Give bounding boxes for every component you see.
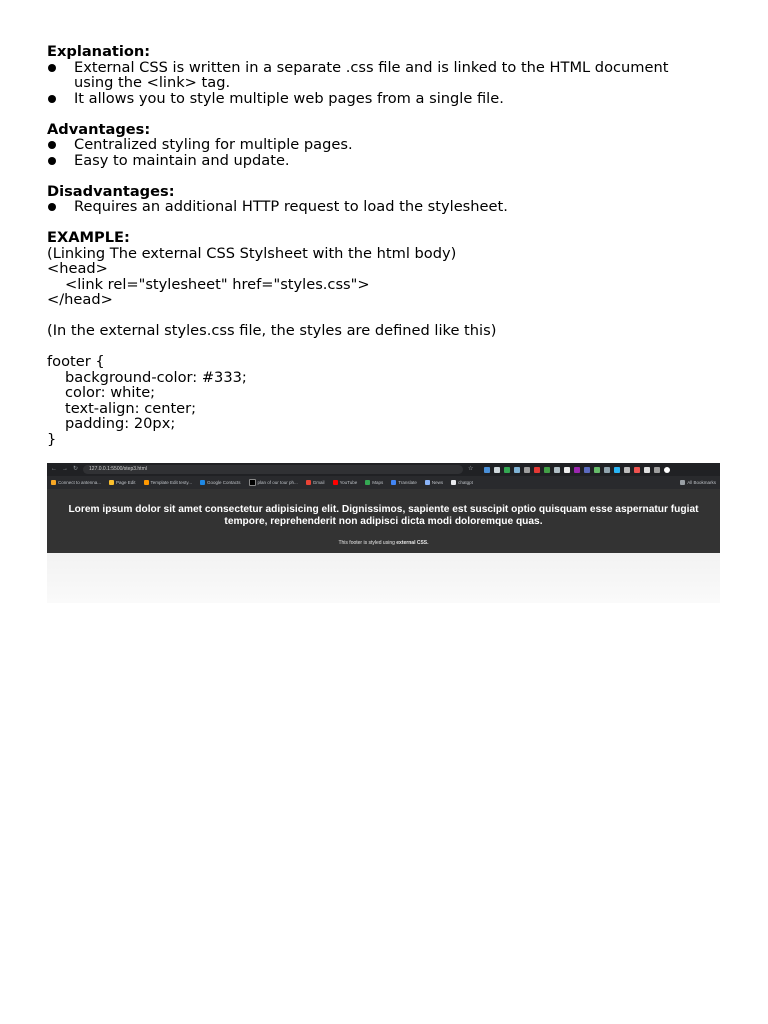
code-line: background-color: #333; bbox=[65, 368, 247, 386]
address-bar: 127.0.0.1:5500/step3.html bbox=[83, 465, 463, 474]
extension-icon bbox=[484, 467, 490, 473]
bookmark-item: Page Edit bbox=[109, 475, 136, 491]
list-item: It allows you to style multiple web pages from a single file. bbox=[47, 91, 727, 107]
page-background bbox=[47, 553, 720, 603]
extension-icon bbox=[564, 467, 570, 473]
extension-icon bbox=[494, 467, 500, 473]
extension-icon bbox=[544, 467, 550, 473]
bookmark-item: plan of our tour ph... bbox=[249, 475, 298, 491]
bookmark-item: News bbox=[425, 475, 443, 491]
code-line: } bbox=[47, 430, 57, 448]
bookmark-item: chatgpt bbox=[451, 475, 473, 491]
bullet-icon bbox=[48, 157, 56, 165]
document-body bbox=[47, 44, 727, 447]
code-line: color: white; bbox=[65, 384, 156, 401]
bookmark-item: Template Edit testy... bbox=[144, 475, 192, 491]
code-line: footer { bbox=[47, 353, 105, 370]
bullet-icon bbox=[48, 141, 56, 149]
bookmarks-bar bbox=[47, 476, 720, 489]
code-line: <head> bbox=[47, 260, 108, 277]
list-item: Centralized styling for multiple pages. bbox=[47, 137, 727, 153]
extension-icon bbox=[534, 467, 540, 473]
footer-note: This footer is styled using external CSS. bbox=[338, 540, 429, 546]
extension-icon bbox=[504, 467, 510, 473]
advantages-list bbox=[47, 137, 727, 168]
example-note: (In the external styles.css file, the styles are defined like this) bbox=[47, 322, 497, 339]
code-line: </head> bbox=[47, 291, 113, 308]
all-bookmarks: All Bookmarks bbox=[680, 475, 716, 491]
explanation-heading: Explanation: bbox=[47, 43, 151, 60]
bookmark-item: Gmail bbox=[306, 475, 325, 491]
extension-icon bbox=[574, 467, 580, 473]
extension-icon bbox=[514, 467, 520, 473]
extension-icon bbox=[644, 467, 650, 473]
extension-icon bbox=[624, 467, 630, 473]
reload-icon: ↻ bbox=[73, 466, 79, 472]
styled-footer bbox=[47, 489, 720, 553]
extension-icon bbox=[554, 467, 560, 473]
code-line: padding: 20px; bbox=[65, 415, 176, 432]
bullet-icon bbox=[48, 95, 56, 103]
bookmark-item: Maps bbox=[365, 475, 383, 491]
bookmark-item: Translate bbox=[391, 475, 417, 491]
bookmark-item: Google Contacts bbox=[200, 475, 241, 491]
extension-icon bbox=[614, 467, 620, 473]
code-line: <link rel="stylesheet" href="styles.css"> bbox=[65, 275, 370, 293]
extension-icon bbox=[584, 467, 590, 473]
explanation-list bbox=[47, 60, 727, 107]
footer-text: Lorem ipsum dolor sit amet consectetur adipisicing elit. Dignissimos, sapiente est suscipit optio quisquam esse aspernatur fugiat tempore, reprehenderit non adipisci dicta modi doloremque quas. bbox=[68, 504, 699, 527]
extension-icon bbox=[524, 467, 530, 473]
list-item: Requires an additional HTTP request to load the stylesheet. bbox=[47, 199, 727, 215]
extension-icon bbox=[604, 467, 610, 473]
forward-icon: → bbox=[62, 466, 68, 472]
list-item: Easy to maintain and update. bbox=[47, 153, 727, 169]
list-item: External CSS is written in a separate .css file and is linked to the HTML document using the <link> tag. bbox=[47, 60, 727, 91]
extension-icon bbox=[654, 467, 660, 473]
bullet-icon bbox=[48, 203, 56, 211]
extension-icon bbox=[594, 467, 600, 473]
bookmark-item: Connect to antenna... bbox=[51, 475, 101, 491]
bullet-icon bbox=[48, 64, 56, 72]
disadvantages-heading: Disadvantages: bbox=[47, 182, 175, 200]
disadvantages-list bbox=[47, 199, 727, 215]
profile-icon bbox=[664, 467, 670, 473]
example-intro: (Linking The external CSS Stylsheet with the html body) bbox=[47, 244, 457, 262]
extension-icon bbox=[634, 467, 640, 473]
bookmark-item: YouTube bbox=[333, 475, 358, 491]
code-line: text-align: center; bbox=[65, 399, 197, 417]
browser-screenshot bbox=[47, 463, 720, 603]
back-icon: ← bbox=[51, 466, 57, 472]
star-icon: ☆ bbox=[468, 465, 474, 472]
example-heading: EXAMPLE: bbox=[47, 229, 130, 246]
advantages-heading: Advantages: bbox=[47, 120, 151, 138]
extension-icons bbox=[484, 467, 670, 473]
